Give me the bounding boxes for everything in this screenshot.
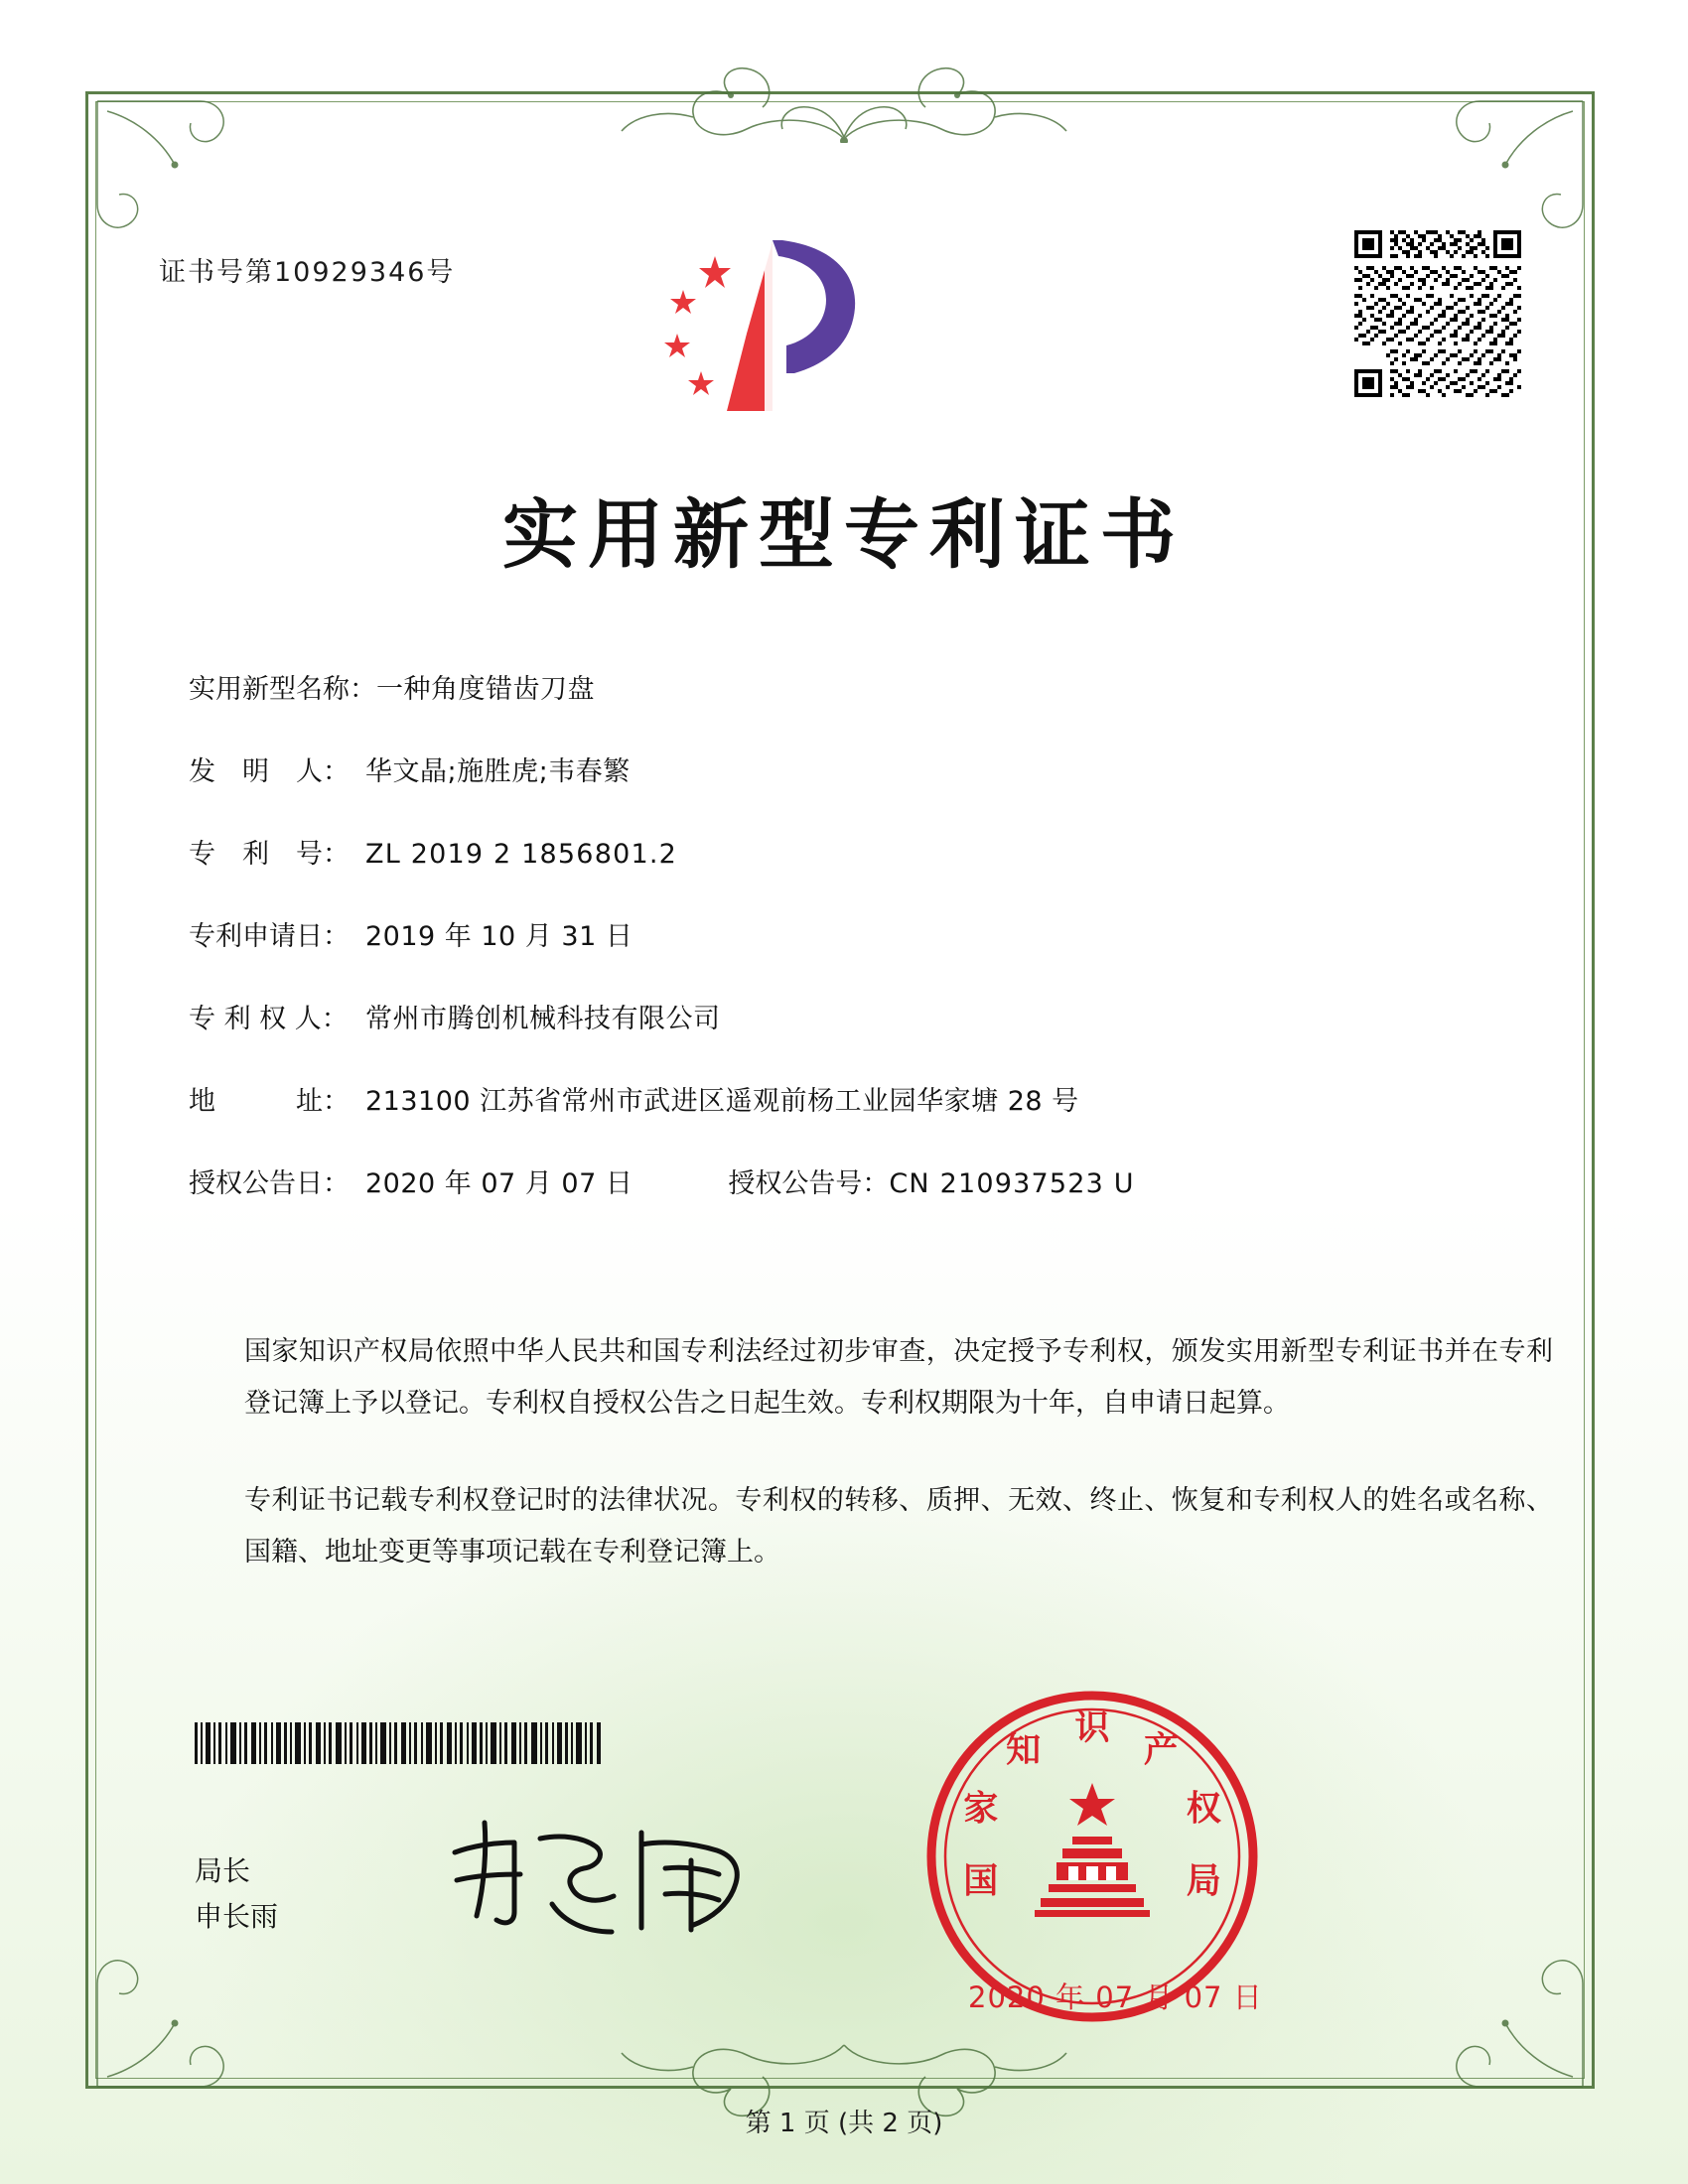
body-paragraph-2: 专利证书记载专利权登记时的法律状况。专利权的转移、质押、无效、终止、恢复和专利权人的姓名或名称、国籍、地址变更等事项记载在专利登记簿上。 bbox=[244, 1485, 1553, 1568]
body-paragraph-1: 国家知识产权局依照中华人民共和国专利法经过初步审查，决定授予专利权，颁发实用新型专利证书并在专利登记簿上予以登记。专利权自授权公告之日起生效。专利权期限为十年，自申请日起算。 bbox=[244, 1336, 1553, 1419]
field-value: 华文晶;施胜虎;韦春繁 bbox=[365, 756, 631, 787]
signature-name: 申长雨 bbox=[195, 1900, 279, 1933]
svg-text:产: 产 bbox=[1143, 1730, 1179, 1771]
field-row-patent-number bbox=[189, 832, 1499, 871]
svg-text:局: 局 bbox=[1186, 1861, 1221, 1902]
field-value: ZL 2019 2 1856801.2 bbox=[365, 839, 677, 870]
announcement-date-label: 授权公告日： bbox=[189, 1168, 350, 1199]
field-label: 专 利 权 人： bbox=[189, 1004, 349, 1034]
field-label: 专利申请日： bbox=[189, 921, 350, 952]
field-label: 实用新型名称： bbox=[189, 674, 376, 705]
qr-code-icon bbox=[1354, 230, 1521, 397]
official-seal bbox=[923, 1688, 1261, 2025]
barcode bbox=[195, 1722, 602, 1764]
announcement-number-value: CN 210937523 U bbox=[889, 1168, 1135, 1199]
field-row-utility-model-name bbox=[189, 667, 1499, 706]
field-row-application-date bbox=[189, 914, 1499, 953]
handwritten-signature-icon bbox=[437, 1809, 765, 1948]
announcement-number-label: 授权公告号： bbox=[728, 1168, 890, 1199]
field-label: 发 明 人： bbox=[189, 756, 350, 787]
seal-date: 2020 年 07 月 07 日 bbox=[968, 1980, 1263, 2014]
field-value: 2019 年 10 月 31 日 bbox=[365, 921, 633, 952]
field-value: 常州市腾创机械科技有限公司 bbox=[365, 1004, 721, 1034]
field-row-patentee bbox=[189, 997, 1499, 1035]
signature-block bbox=[195, 1848, 278, 1940]
field-row-inventors bbox=[189, 750, 1499, 788]
page-title: 实用新型专利证书 bbox=[502, 490, 1186, 579]
field-row-announcement bbox=[189, 1161, 1499, 1200]
svg-text:国: 国 bbox=[963, 1861, 999, 1902]
field-label: 地 址： bbox=[189, 1086, 350, 1117]
field-label: 专 利 号： bbox=[189, 839, 350, 870]
page-footer: 第 1 页 (共 2 页) bbox=[745, 2109, 943, 2138]
field-list bbox=[189, 667, 1499, 1244]
svg-text:识: 识 bbox=[1074, 1708, 1110, 1748]
announcement-date-value: 2020 年 07 月 07 日 bbox=[365, 1168, 633, 1199]
field-row-address bbox=[189, 1079, 1499, 1118]
svg-text:家: 家 bbox=[963, 1789, 999, 1830]
signature-role: 局长 bbox=[195, 1854, 251, 1887]
svg-text:权: 权 bbox=[1186, 1789, 1221, 1830]
field-value: 213100 江苏省常州市武进区遥观前杨工业园华家塘 28 号 bbox=[365, 1086, 1079, 1117]
field-value: 一种角度错齿刀盘 bbox=[376, 674, 595, 705]
certificate-number: 证书号第10929346号 bbox=[159, 257, 456, 288]
svg-text:知: 知 bbox=[1006, 1730, 1042, 1771]
cnipa-logo-icon bbox=[655, 226, 904, 425]
